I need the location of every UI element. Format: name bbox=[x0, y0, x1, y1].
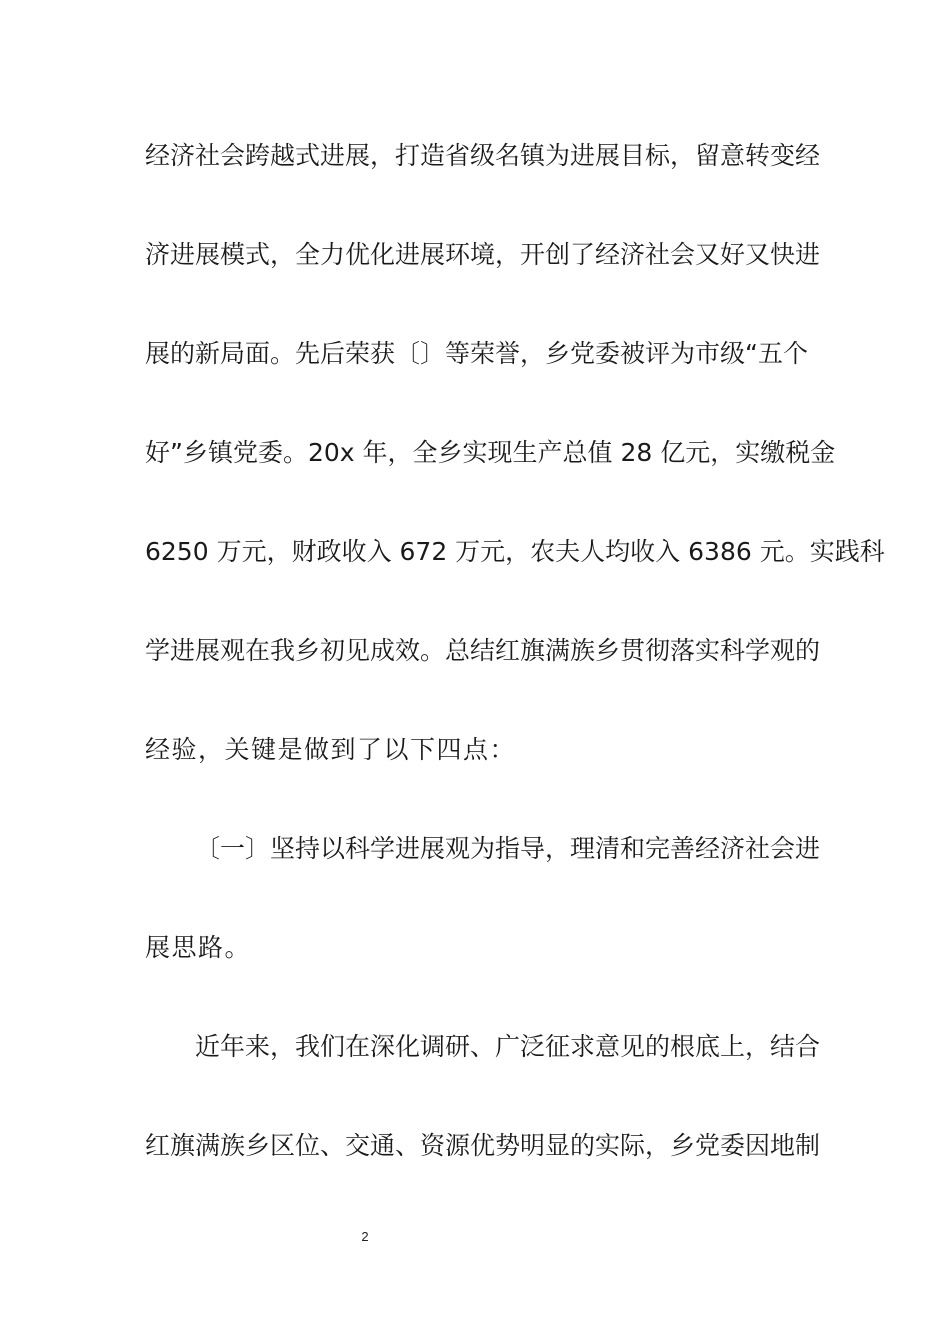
page-number: 2 bbox=[361, 1229, 369, 1244]
paragraph-line-11: 红旗满族乡区位、交通、资源优势明显的实际，乡党委因地制 bbox=[145, 1131, 821, 1160]
section-heading-line-1: 〔一〕坚持以科学进展观为指导，理清和完善经济社会进 bbox=[195, 834, 821, 863]
paragraph-line-6: 学进展观在我乡初见成效。总结红旗满族乡贯彻落实科学观的 bbox=[145, 636, 821, 665]
paragraph-line-7: 经验，关键是做到了以下四点： bbox=[145, 735, 517, 764]
paragraph-line-4: 好”乡镇党委。20x 年，全乡实现生产总值 28 亿元，实缴税金 bbox=[145, 438, 836, 467]
paragraph-line-2: 济进展模式，全力优化进展环境，开创了经济社会又好又快进 bbox=[145, 240, 821, 269]
paragraph-line-3: 展的新局面。先后荣获〔〕等荣誉，乡党委被评为市级“五个 bbox=[145, 339, 808, 368]
section-heading-line-2: 展思路。 bbox=[145, 933, 252, 962]
paragraph-line-5: 6250 万元，财政收入 672 万元，农夫人均收入 6386 元。实践科 bbox=[145, 537, 885, 566]
paragraph-line-1: 经济社会跨越式进展，打造省级名镇为进展目标，留意转变经 bbox=[145, 141, 821, 170]
paragraph-line-10: 近年来，我们在深化调研、广泛征求意见的根底上，结合 bbox=[195, 1032, 821, 1061]
